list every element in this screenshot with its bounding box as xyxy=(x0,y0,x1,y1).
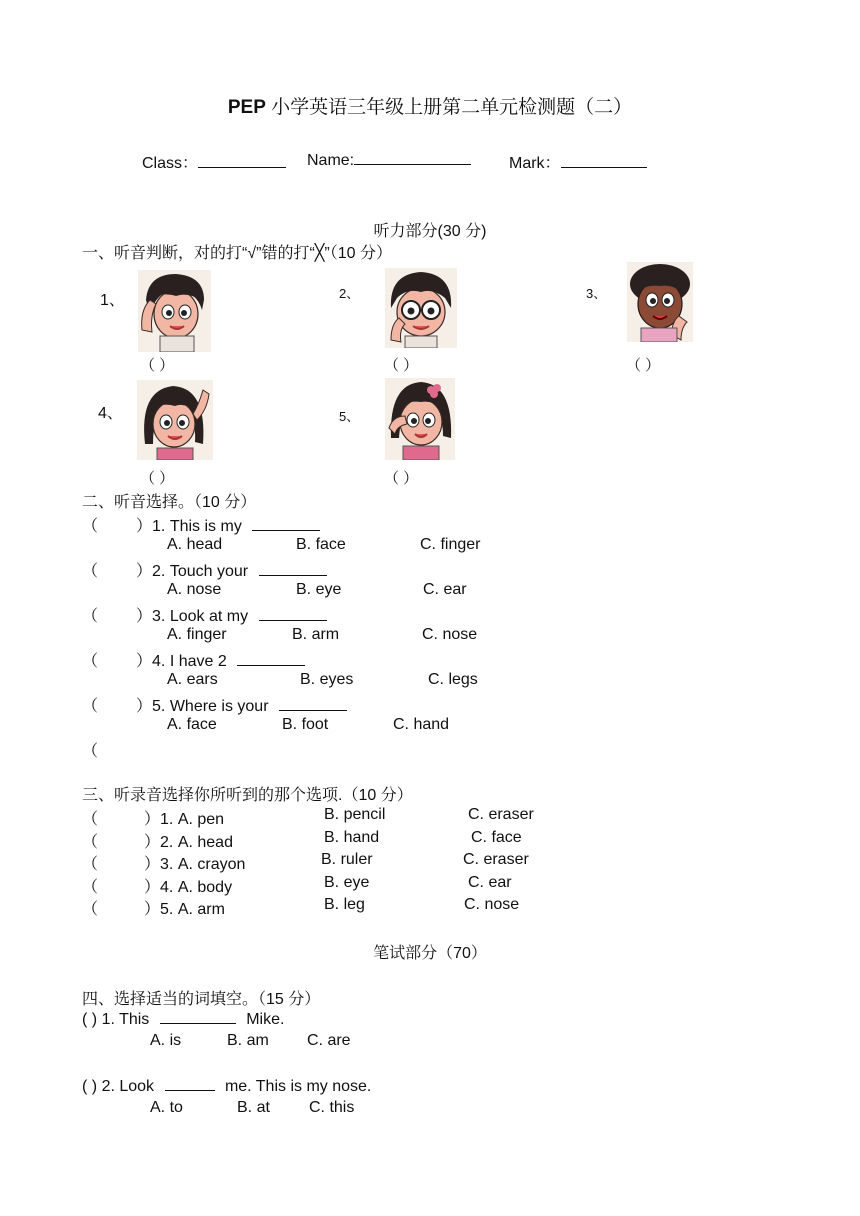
name-blank[interactable] xyxy=(354,150,471,165)
class-field xyxy=(142,150,286,173)
mark-field xyxy=(509,150,647,173)
option-c: C. nose xyxy=(464,896,520,913)
question-text: 5. Where is your xyxy=(152,698,269,715)
option-a: A. head xyxy=(167,536,223,553)
option-b: B. at xyxy=(237,1099,270,1116)
question-text: 2. Touch your xyxy=(152,563,249,580)
question-text: 1. This xyxy=(101,1011,150,1028)
option-b: B. eyes xyxy=(300,671,354,688)
option-c: C. ear xyxy=(423,581,467,598)
answer-paren-open[interactable]: （ xyxy=(82,901,99,918)
item-number: 2、 xyxy=(339,286,360,301)
question-text-end: Mike. xyxy=(246,1011,285,1028)
mark-label: Mark： xyxy=(509,155,561,172)
answer-paren[interactable]: （ ） xyxy=(140,357,175,374)
question-row xyxy=(82,806,224,829)
question-text: 1. This is my xyxy=(152,518,242,535)
option-c: C. ear xyxy=(468,874,512,891)
answer-paren[interactable]: （ ） xyxy=(384,470,419,487)
option-b: B. pencil xyxy=(324,806,386,823)
answer-paren-close[interactable]: ） xyxy=(136,608,153,625)
question-row xyxy=(82,603,327,626)
answer-paren-close[interactable]: ） xyxy=(136,653,153,670)
answer-paren-open[interactable]: （ xyxy=(82,879,99,896)
answer-paren-close[interactable]: ） xyxy=(144,856,161,873)
answer-paren-close[interactable]: ） xyxy=(144,811,161,828)
answer-blank[interactable] xyxy=(259,606,327,621)
section4-heading: 四、选择适当的词填空。（15 分） xyxy=(82,991,321,1008)
option-c: C. hand xyxy=(393,716,450,733)
question-row xyxy=(82,513,320,536)
section1-heading: 一、听音判断，对的打“√”错的打“╳”（10 分） xyxy=(82,245,392,262)
question-row xyxy=(82,648,305,671)
answer-paren-open[interactable]: （ xyxy=(82,563,99,580)
question-row xyxy=(82,1009,284,1029)
option-b: B. eye xyxy=(296,581,342,598)
question-text: 2. A. head xyxy=(160,834,233,851)
option-c: C. this xyxy=(309,1099,355,1116)
option-b: B. arm xyxy=(292,626,340,643)
answer-paren-open[interactable]: （ xyxy=(82,834,99,851)
answer-paren[interactable]: （ ） xyxy=(384,357,419,374)
section2-heading: 二、听音选择。（10 分） xyxy=(82,494,257,511)
answer-blank[interactable] xyxy=(279,696,347,711)
class-label: Class： xyxy=(142,155,199,172)
item-number: 5、 xyxy=(339,409,360,424)
answer-paren[interactable]: ( ) xyxy=(82,1078,98,1095)
answer-paren-open[interactable]: （ xyxy=(82,518,99,535)
answer-paren[interactable]: ( ) xyxy=(82,1011,98,1028)
section3-heading: 三、听录音选择你所听到的那个选项.（10 分） xyxy=(82,787,413,804)
name-label: Name: xyxy=(307,152,355,169)
answer-paren[interactable]: （ ） xyxy=(626,357,661,374)
girl-hair-face-image xyxy=(137,380,213,460)
answer-blank[interactable] xyxy=(252,516,320,531)
question-text: 1. A. pen xyxy=(160,811,225,828)
option-b: B. hand xyxy=(324,829,380,846)
answer-paren-open[interactable]: （ xyxy=(82,811,99,828)
item-number: 3、 xyxy=(586,286,607,301)
answer-paren-close[interactable]: ） xyxy=(144,879,161,896)
option-a: A. ears xyxy=(167,671,218,688)
option-c: C. eraser xyxy=(468,806,534,823)
option-b: B. foot xyxy=(282,716,329,733)
question-row xyxy=(82,896,225,919)
mark-blank[interactable] xyxy=(561,153,647,168)
option-a: A. to xyxy=(150,1099,183,1116)
option-c: C. nose xyxy=(422,626,478,643)
option-a: A. is xyxy=(150,1032,182,1049)
option-a: A. finger xyxy=(167,626,227,643)
answer-paren-close[interactable]: ） xyxy=(136,698,153,715)
written-title: 笔试部分（70） xyxy=(373,945,487,962)
question-row xyxy=(82,558,327,581)
item-number: 4、 xyxy=(98,405,123,422)
option-b: B. face xyxy=(296,536,346,553)
answer-paren-close[interactable]: ） xyxy=(144,901,161,918)
option-c: C. legs xyxy=(428,671,478,688)
question-text: 4. A. body xyxy=(160,879,233,896)
answer-paren-open[interactable]: （ xyxy=(82,608,99,625)
question-row xyxy=(82,829,233,852)
option-c: C. face xyxy=(471,829,522,846)
question-text: 3. Look at my xyxy=(152,608,249,625)
option-c: C. eraser xyxy=(463,851,529,868)
answer-paren[interactable]: （ ） xyxy=(140,470,175,487)
answer-paren-open[interactable]: （ xyxy=(82,698,99,715)
listening-title: 听力部分(30 分) xyxy=(373,223,487,240)
option-a: A. face xyxy=(167,716,217,733)
question-row xyxy=(82,1076,371,1096)
answer-blank[interactable] xyxy=(259,561,327,576)
boy-face-image xyxy=(138,270,211,352)
option-a: A. nose xyxy=(167,581,222,598)
girl-flower-face-image xyxy=(385,378,455,460)
answer-paren-close[interactable]: ） xyxy=(136,563,153,580)
option-c: C. are xyxy=(307,1032,351,1049)
question-text: 2. Look xyxy=(101,1078,155,1095)
stray-paren: （ xyxy=(82,743,99,760)
answer-blank[interactable] xyxy=(165,1076,215,1091)
question-text: 3. A. crayon xyxy=(160,856,246,873)
title-bold: PEP xyxy=(227,97,266,118)
option-b: B. leg xyxy=(324,896,365,913)
question-text: 5. A. arm xyxy=(160,901,225,918)
boy-curly-face-image xyxy=(627,262,693,342)
question-text-end: me. This is my nose. xyxy=(224,1078,372,1095)
answer-paren-open[interactable]: （ xyxy=(82,856,99,873)
option-c: C. finger xyxy=(420,536,481,553)
name-field xyxy=(307,150,471,170)
option-b: B. eye xyxy=(324,874,370,891)
answer-paren-close[interactable]: ） xyxy=(144,834,161,851)
question-row xyxy=(82,874,232,897)
option-b: B. ruler xyxy=(321,851,373,868)
option-b: B. am xyxy=(227,1032,269,1049)
class-blank[interactable] xyxy=(198,153,286,168)
girl-glasses-face-image xyxy=(385,268,457,348)
answer-blank[interactable] xyxy=(237,651,305,666)
question-text: 4. I have 2 xyxy=(152,653,227,670)
question-row xyxy=(82,851,245,874)
answer-blank[interactable] xyxy=(160,1009,236,1024)
item-number: 1、 xyxy=(100,292,125,309)
question-row xyxy=(82,693,347,716)
title-rest: 小学英语三年级上册第二单元检测题（二） xyxy=(265,97,633,118)
answer-paren-open[interactable]: （ xyxy=(82,653,99,670)
page-title xyxy=(0,92,860,119)
answer-paren-close[interactable]: ） xyxy=(136,518,153,535)
